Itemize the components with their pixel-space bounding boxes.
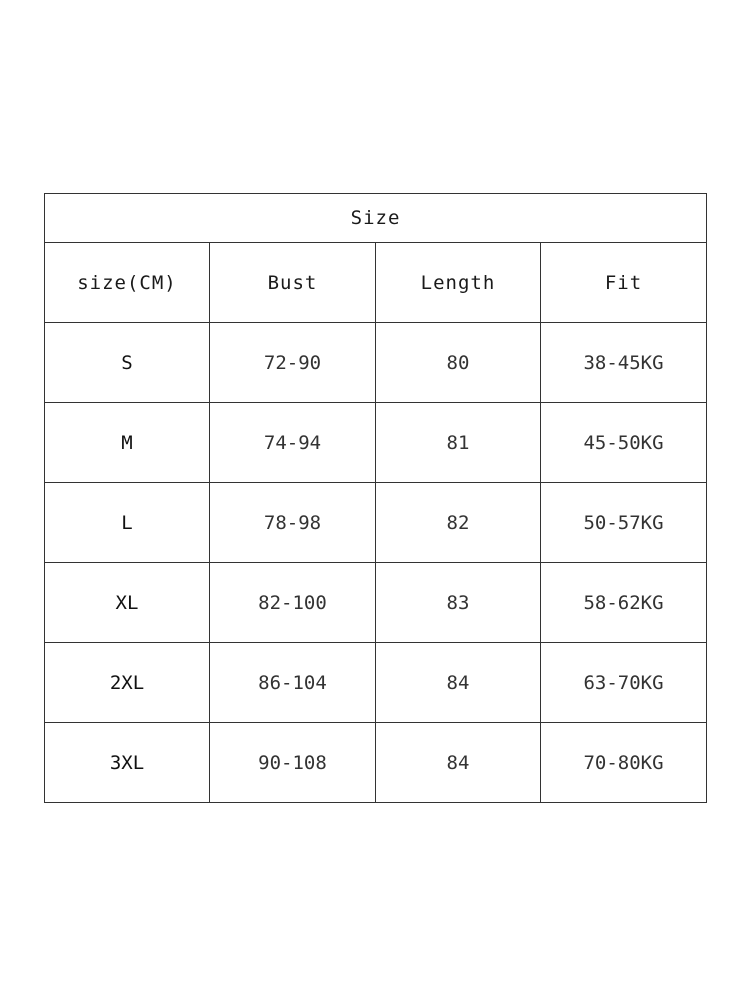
cell-size: M bbox=[45, 403, 210, 483]
cell-length: 82 bbox=[376, 483, 541, 563]
table-row bbox=[45, 403, 707, 483]
cell-length: 81 bbox=[376, 403, 541, 483]
cell-fit: 50-57KG bbox=[541, 483, 707, 563]
cell-fit: 38-45KG bbox=[541, 323, 707, 403]
cell-fit: 58-62KG bbox=[541, 563, 707, 643]
cell-size: 2XL bbox=[45, 643, 210, 723]
cell-fit: 63-70KG bbox=[541, 643, 707, 723]
cell-size: L bbox=[45, 483, 210, 563]
cell-bust: 82-100 bbox=[210, 563, 376, 643]
table-row bbox=[45, 643, 707, 723]
cell-length: 84 bbox=[376, 643, 541, 723]
cell-bust: 72-90 bbox=[210, 323, 376, 403]
cell-length: 83 bbox=[376, 563, 541, 643]
table-row bbox=[45, 483, 707, 563]
header-bust: Bust bbox=[210, 243, 376, 323]
cell-size: S bbox=[45, 323, 210, 403]
header-size: size(CM) bbox=[45, 243, 210, 323]
cell-length: 80 bbox=[376, 323, 541, 403]
table-row bbox=[45, 323, 707, 403]
cell-size: 3XL bbox=[45, 723, 210, 803]
cell-fit: 70-80KG bbox=[541, 723, 707, 803]
header-length: Length bbox=[376, 243, 541, 323]
table-title-row bbox=[45, 194, 707, 243]
cell-length: 84 bbox=[376, 723, 541, 803]
header-fit: Fit bbox=[541, 243, 707, 323]
table-row bbox=[45, 563, 707, 643]
table-title: Size bbox=[45, 194, 707, 243]
cell-size: XL bbox=[45, 563, 210, 643]
table-header-row bbox=[45, 243, 707, 323]
cell-bust: 90-108 bbox=[210, 723, 376, 803]
cell-bust: 78-98 bbox=[210, 483, 376, 563]
size-chart-table bbox=[44, 193, 707, 803]
cell-fit: 45-50KG bbox=[541, 403, 707, 483]
table-row bbox=[45, 723, 707, 803]
cell-bust: 74-94 bbox=[210, 403, 376, 483]
cell-bust: 86-104 bbox=[210, 643, 376, 723]
